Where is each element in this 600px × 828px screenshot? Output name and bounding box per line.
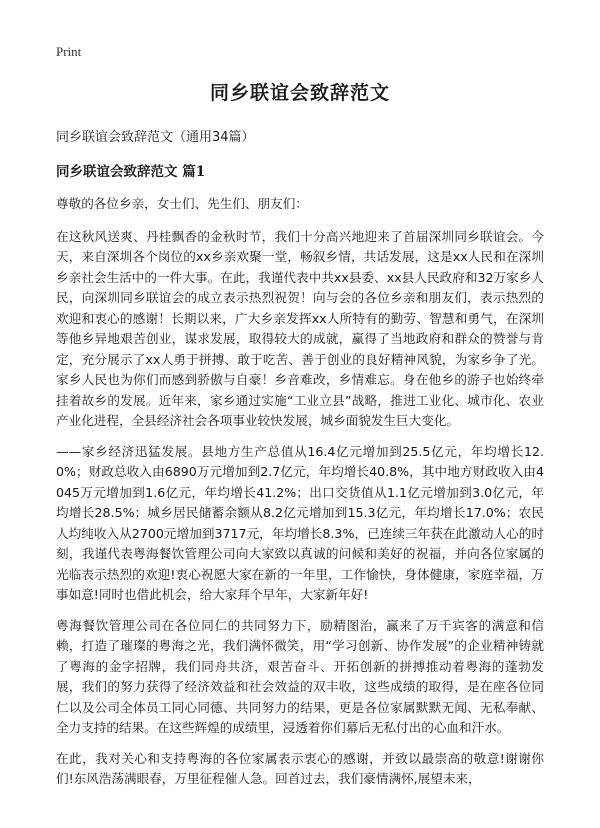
document-subtitle: 同乡联谊会致辞范文（通用34篇） — [56, 130, 255, 145]
print-link[interactable]: Print — [56, 44, 82, 59]
body-paragraph-1: 在这秋风送爽、丹桂飘香的金秋时节，我们十分高兴地迎来了首届深圳同乡联谊会。今天，来自深圳各个岗位的xx乡亲欢聚一堂，畅叙乡情，共话发展，这是xx人民和在深圳乡亲社会生活中的一件大事。在此，我谨代表中共xx县委、xx县人民政府和32万家乡人民，向深圳同乡联谊会的成立表示热烈祝贺！向与会的各位乡亲和朋友们，表示热烈的欢迎和衷心的感谢！长期以来，广大乡亲发挥xx人所特有的勤劳、智慧和勇气，在深圳等他乡异地艰苦创业，谋求发展，取得较大的成就，赢得了当地政府和群众的赞誉与肯定，充分展示了xx人勇于拼搏、敢于吃苦、善于创业的良好精神风貌，为家乡争了光。家乡人民也为你们而感到骄傲与自豪！乡音难改，乡情难忘。身在他乡的游子也始终牵挂着故乡的发展。近年来，家乡通过实施“工业立县”战略，推进工业化、城市化、农业产业化进程，全县经济社会各项事业较快发展，城乡面貌发生巨大变化。 — [56, 228, 544, 428]
section-heading: 同乡联谊会致辞范文 篇1 — [56, 164, 206, 180]
page-title: 同乡联谊会致辞范文 — [209, 82, 390, 104]
greeting-paragraph: 尊敬的各位乡亲，女士们、先生们、朋友们： — [56, 196, 308, 211]
document-body — [56, 80, 544, 800]
body-paragraph-2: ——家乡经济迅猛发展。县地方生产总值从16.4亿元增加到25.5亿元，年均增长12.0%；财政总收入由6890万元增加到2.7亿元，年均增长40.8%，其中地方财政收入由4045万元增加到1.6亿元，年均增长41.2%；出口交货值从1.1亿元增加到3.0亿元，年均增长28.5%；城乡居民储蓄余额从8.2亿元增加到15.3亿元，年均增长17.0%；农民人均纯收入从2700元增加到3717元，年均增长8.3%，已连续三年获在此激动人心的时刻，我谨代表粤海餐饮管理公司向大家致以真诚的问候和美好的祝福，并向各位家属的光临表示热烈的欢迎!衷心祝愿大家在新的一年里，工作愉快，身体健康，家庭幸福，万事如意!同时也借此机会，给大家拜个早年，大家新年好! — [56, 443, 544, 602]
body-paragraph-3: 粤海餐饮管理公司在各位同仁的共同努力下，励精图治，赢来了万千宾客的满意和信赖，打造了璀璨的粤海之光，我们满怀微笑，用“学习创新、协作发展”的企业精神铸就了粤海的金字招牌，我们同舟共济，艰苦奋斗、开拓创新的拼搏推动着粤海的蓬勃发展，我们的努力获得了经济效益和社会效益的双丰收，这些成绩的取得，是在座各位同仁以及公司全体员工同心同德、共同努力的结果，更是各位家属默默无闻、无私奉献、全力支持的结果。在这些辉煌的成绩里，浸透着你们幕后无私付出的心血和汗水。 — [56, 617, 544, 735]
body-paragraph-4: 在此，我对关心和支持粤海的各位家属表示衷心的感谢，并致以最崇高的敬意!谢谢你们!东风浩荡满眼春，万里征程催人急。回首过去，我们豪情满怀,展望未来， — [56, 750, 544, 786]
